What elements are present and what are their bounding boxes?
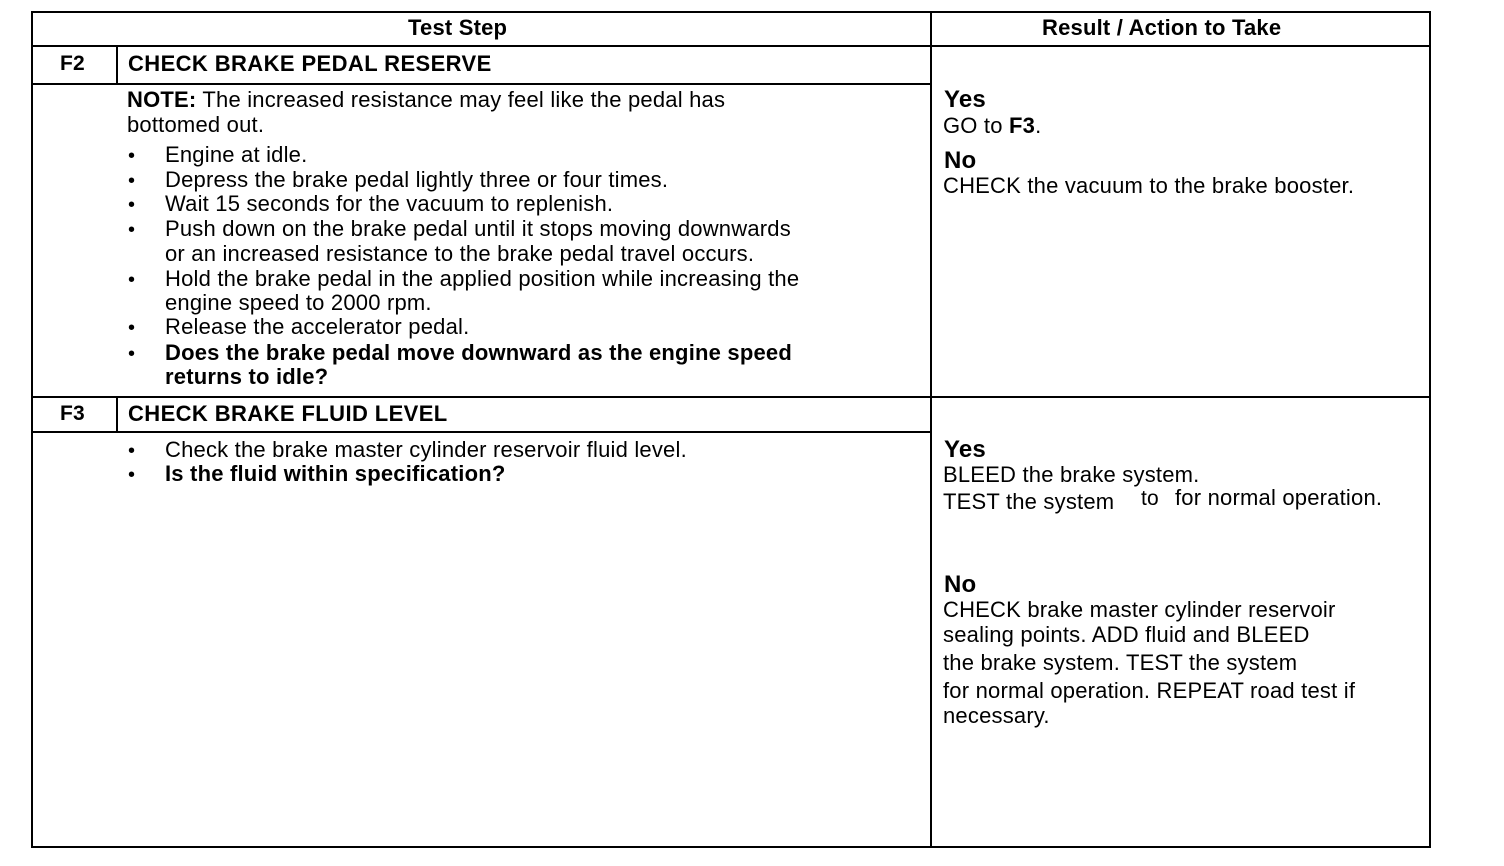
f2-bullet-5-cont: engine speed to 2000 rpm. — [165, 290, 432, 315]
f2-bullet-6: Release the accelerator pedal. — [165, 314, 470, 339]
header-result-action: Result / Action to Take — [1042, 15, 1282, 40]
f2-id-divider — [116, 45, 118, 83]
f2-bullet-7-cont: returns to idle? — [165, 364, 329, 389]
f3-yes-label: Yes — [944, 436, 986, 463]
f3-no-line-2: sealing points. ADD fluid and BLEED — [943, 622, 1310, 647]
f2-bullet-5: Hold the brake pedal in the applied position while increasing the — [165, 266, 800, 291]
f2-bullet-4: Push down on the brake pedal until it stops moving downwards — [165, 216, 791, 241]
f2-no-text: CHECK the vacuum to the brake booster. — [943, 173, 1355, 198]
f2-bullet-4-cont: or an increased resistance to the brake pedal travel occurs. — [165, 241, 755, 266]
f2-yes-text-post: . — [1035, 113, 1042, 138]
f3-id-divider — [116, 396, 118, 432]
f3-yes-line-2: TEST the system — [943, 489, 1115, 514]
f2-bullet-2: Depress the brake pedal lightly three or four times. — [165, 167, 669, 192]
f2-yes-goto-link: F3 — [1009, 113, 1036, 138]
bullet-icon: • — [128, 269, 136, 291]
f2-yes-text — [943, 114, 1041, 138]
f2-note-text: The increased resistance may feel like the pedal has — [196, 87, 726, 112]
f3-no-line-5: necessary. — [943, 703, 1050, 728]
f2-step-title: CHECK BRAKE PEDAL RESERVE — [128, 51, 492, 76]
bullet-icon: • — [128, 170, 136, 192]
f3-yes-line-1: BLEED the brake system. — [943, 462, 1200, 487]
row-divider — [31, 396, 1431, 398]
f2-note-label: NOTE: — [127, 87, 197, 112]
header-divider — [31, 45, 1431, 47]
f2-bullet-7: Does the brake pedal move downward as the engine speed — [165, 340, 792, 365]
f2-yes-text-pre: GO to — [943, 113, 1009, 138]
f2-bullet-3: Wait 15 seconds for the vacuum to replenish. — [165, 191, 614, 216]
f3-no-line-3: the brake system. TEST the system — [943, 650, 1298, 675]
f2-yes-label: Yes — [944, 86, 986, 113]
bullet-icon: • — [128, 219, 136, 241]
f3-no-line-1: CHECK brake master cylinder reservoir — [943, 597, 1336, 622]
bullet-icon: • — [128, 145, 136, 167]
f3-bullet-2: Is the fluid within specification? — [165, 461, 506, 486]
f2-step-id: F2 — [60, 52, 85, 75]
bullet-icon: • — [128, 317, 136, 339]
f3-yes-line-2-end: for normal operation. — [1175, 485, 1383, 510]
column-divider — [930, 11, 932, 848]
f2-no-label: No — [944, 147, 977, 174]
f2-note — [127, 88, 725, 112]
f3-no-line-4: for normal operation. REPEAT road test if — [943, 678, 1356, 703]
f3-step-title: CHECK BRAKE FLUID LEVEL — [128, 401, 448, 426]
f3-bullet-1: Check the brake master cylinder reservoir fluid level. — [165, 437, 687, 462]
bullet-icon: • — [128, 464, 136, 486]
f2-note-line2: bottomed out. — [127, 112, 265, 137]
f3-no-label: No — [944, 571, 977, 598]
bullet-icon: • — [128, 440, 136, 462]
header-test-step: Test Step — [408, 15, 508, 40]
f3-yes-line-2-to: to — [1141, 487, 1159, 510]
f3-title-divider — [31, 431, 931, 433]
bullet-icon: • — [128, 194, 136, 216]
f2-bullet-1: Engine at idle. — [165, 142, 308, 167]
bullet-icon: • — [128, 343, 136, 365]
f2-title-divider — [31, 83, 931, 85]
f3-step-id: F3 — [60, 402, 85, 425]
